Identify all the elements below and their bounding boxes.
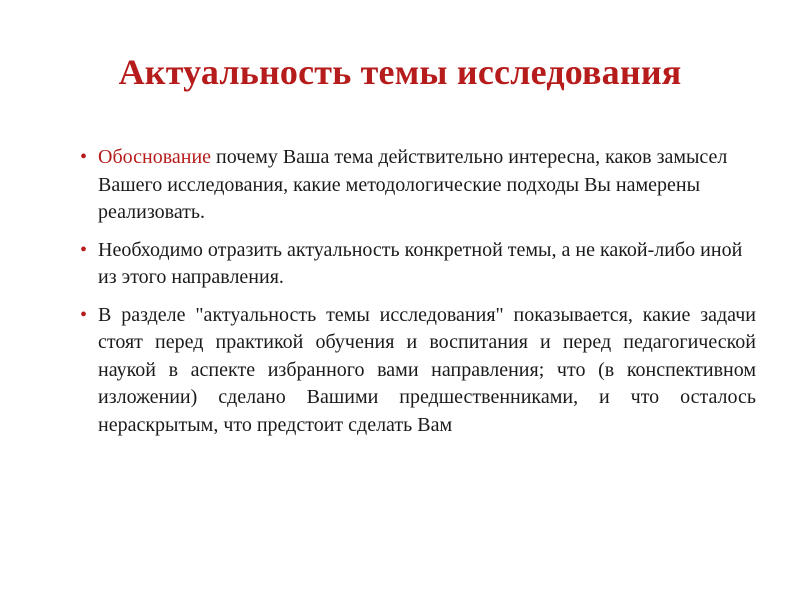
bullet-marker-icon: • <box>80 238 88 261</box>
bullet-text: Необходимо отразить актуальность конкретной темы, а не какой-либо иной из этого направления. <box>98 238 743 288</box>
bullet-marker-icon: • <box>80 303 88 326</box>
bullet-text: В разделе "актуальность темы исследования" показывается, какие задачи стоят перед практикой обучения и воспитания и перед педагогической наукой в аспекте избранного вами направления; что (в конспективном изложении) сделано Вашими предшественниками, и что осталось нераскрытым, что предстоит сделать Вам <box>98 303 756 436</box>
slide-title: Актуальность темы исследования <box>118 52 682 92</box>
bullet-item-relevance <box>80 237 756 292</box>
bullet-list <box>80 144 756 449</box>
bullet-item-section-description <box>80 302 756 440</box>
bullet-marker-icon: • <box>80 146 88 168</box>
bullet-item-justification <box>80 144 756 227</box>
bullet-text: почему Ваша тема действительно интересна, каков замысел Вашего исследования, какие методологические подходы Вы намерены реализовать. <box>98 146 728 223</box>
bullet-lead-word: Обоснование <box>98 146 212 168</box>
